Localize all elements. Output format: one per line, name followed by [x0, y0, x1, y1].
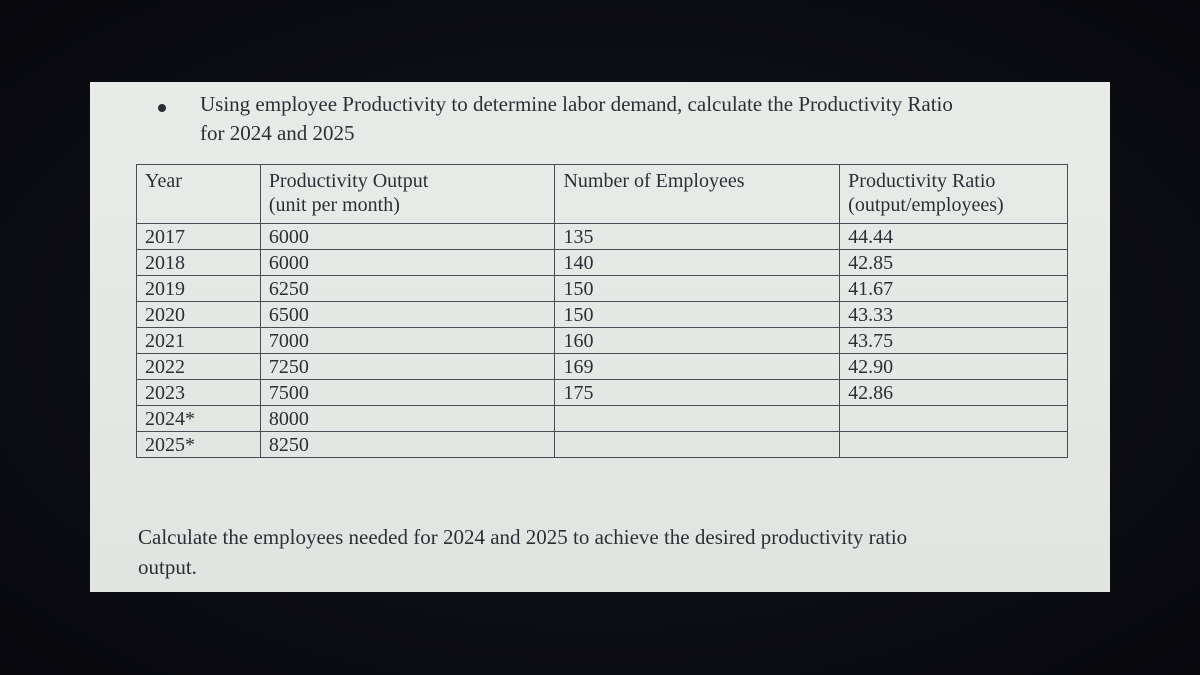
cell-output: 6000 — [260, 224, 555, 250]
table-row — [137, 432, 1068, 458]
cell-year: 2019 — [137, 276, 261, 302]
cell-employees: 175 — [555, 380, 840, 406]
header-ratio — [840, 165, 1068, 224]
cell-ratio — [840, 432, 1068, 458]
header-year-label: Year — [145, 170, 182, 192]
cell-output: 6500 — [260, 302, 555, 328]
cell-ratio: 43.33 — [840, 302, 1068, 328]
cell-ratio: 41.67 — [840, 276, 1068, 302]
question-line-2: output. — [138, 555, 197, 579]
cell-output: 6250 — [260, 276, 555, 302]
cell-employees: 135 — [555, 224, 840, 250]
header-output — [260, 165, 555, 224]
table-row — [137, 276, 1068, 302]
header-output-unit: (unit per month) — [268, 194, 400, 216]
cell-year: 2021 — [137, 328, 261, 354]
cell-employees: 150 — [555, 302, 840, 328]
cell-year: 2025* — [137, 432, 261, 458]
cell-year: 2018 — [137, 250, 261, 276]
table-row — [137, 380, 1068, 406]
cell-ratio: 42.86 — [840, 380, 1068, 406]
header-output-label: Productivity Output — [268, 170, 429, 192]
cell-employees — [555, 406, 840, 432]
header-employees — [555, 165, 840, 224]
cell-output: 8250 — [260, 432, 555, 458]
header-year — [137, 165, 261, 224]
table-row — [137, 406, 1068, 432]
cell-employees — [555, 432, 840, 458]
cell-output: 7500 — [260, 380, 555, 406]
table-row — [137, 302, 1068, 328]
table-row — [137, 250, 1068, 276]
header-employees-label: Number of Employees — [563, 170, 745, 192]
cell-year: 2017 — [137, 224, 261, 250]
question-text — [138, 522, 1038, 582]
table-body — [137, 224, 1068, 458]
table-row — [137, 224, 1068, 250]
instruction-line-2: for 2024 and 2025 — [200, 121, 355, 145]
cell-ratio: 44.44 — [840, 224, 1068, 250]
cell-employees: 169 — [555, 354, 840, 380]
cell-output: 8000 — [260, 406, 555, 432]
productivity-table — [136, 164, 1068, 458]
cell-employees: 140 — [555, 250, 840, 276]
table-header-row — [137, 165, 1068, 224]
header-ratio-label: Productivity Ratio — [848, 170, 996, 192]
cell-output: 7000 — [260, 328, 555, 354]
cell-employees: 150 — [555, 276, 840, 302]
cell-employees: 160 — [555, 328, 840, 354]
cell-year: 2020 — [137, 302, 261, 328]
cell-ratio: 42.90 — [840, 354, 1068, 380]
bullet-icon — [158, 104, 166, 112]
cell-output: 6000 — [260, 250, 555, 276]
cell-ratio: 42.85 — [840, 250, 1068, 276]
document-page — [90, 82, 1110, 592]
cell-ratio — [840, 406, 1068, 432]
table-row — [137, 328, 1068, 354]
question-line-1: Calculate the employees needed for 2024 and 2025 to achieve the desired productivity ratio — [138, 525, 908, 549]
cell-output: 7250 — [260, 354, 555, 380]
cell-year: 2022 — [137, 354, 261, 380]
header-ratio-unit: (output/employees) — [848, 194, 1004, 216]
instruction-text — [200, 90, 1100, 148]
cell-year: 2023 — [137, 380, 261, 406]
cell-ratio: 43.75 — [840, 328, 1068, 354]
cell-year: 2024* — [137, 406, 261, 432]
table-row — [137, 354, 1068, 380]
instruction-line-1: Using employee Productivity to determine labor demand, calculate the Productivity Ratio — [200, 92, 953, 116]
